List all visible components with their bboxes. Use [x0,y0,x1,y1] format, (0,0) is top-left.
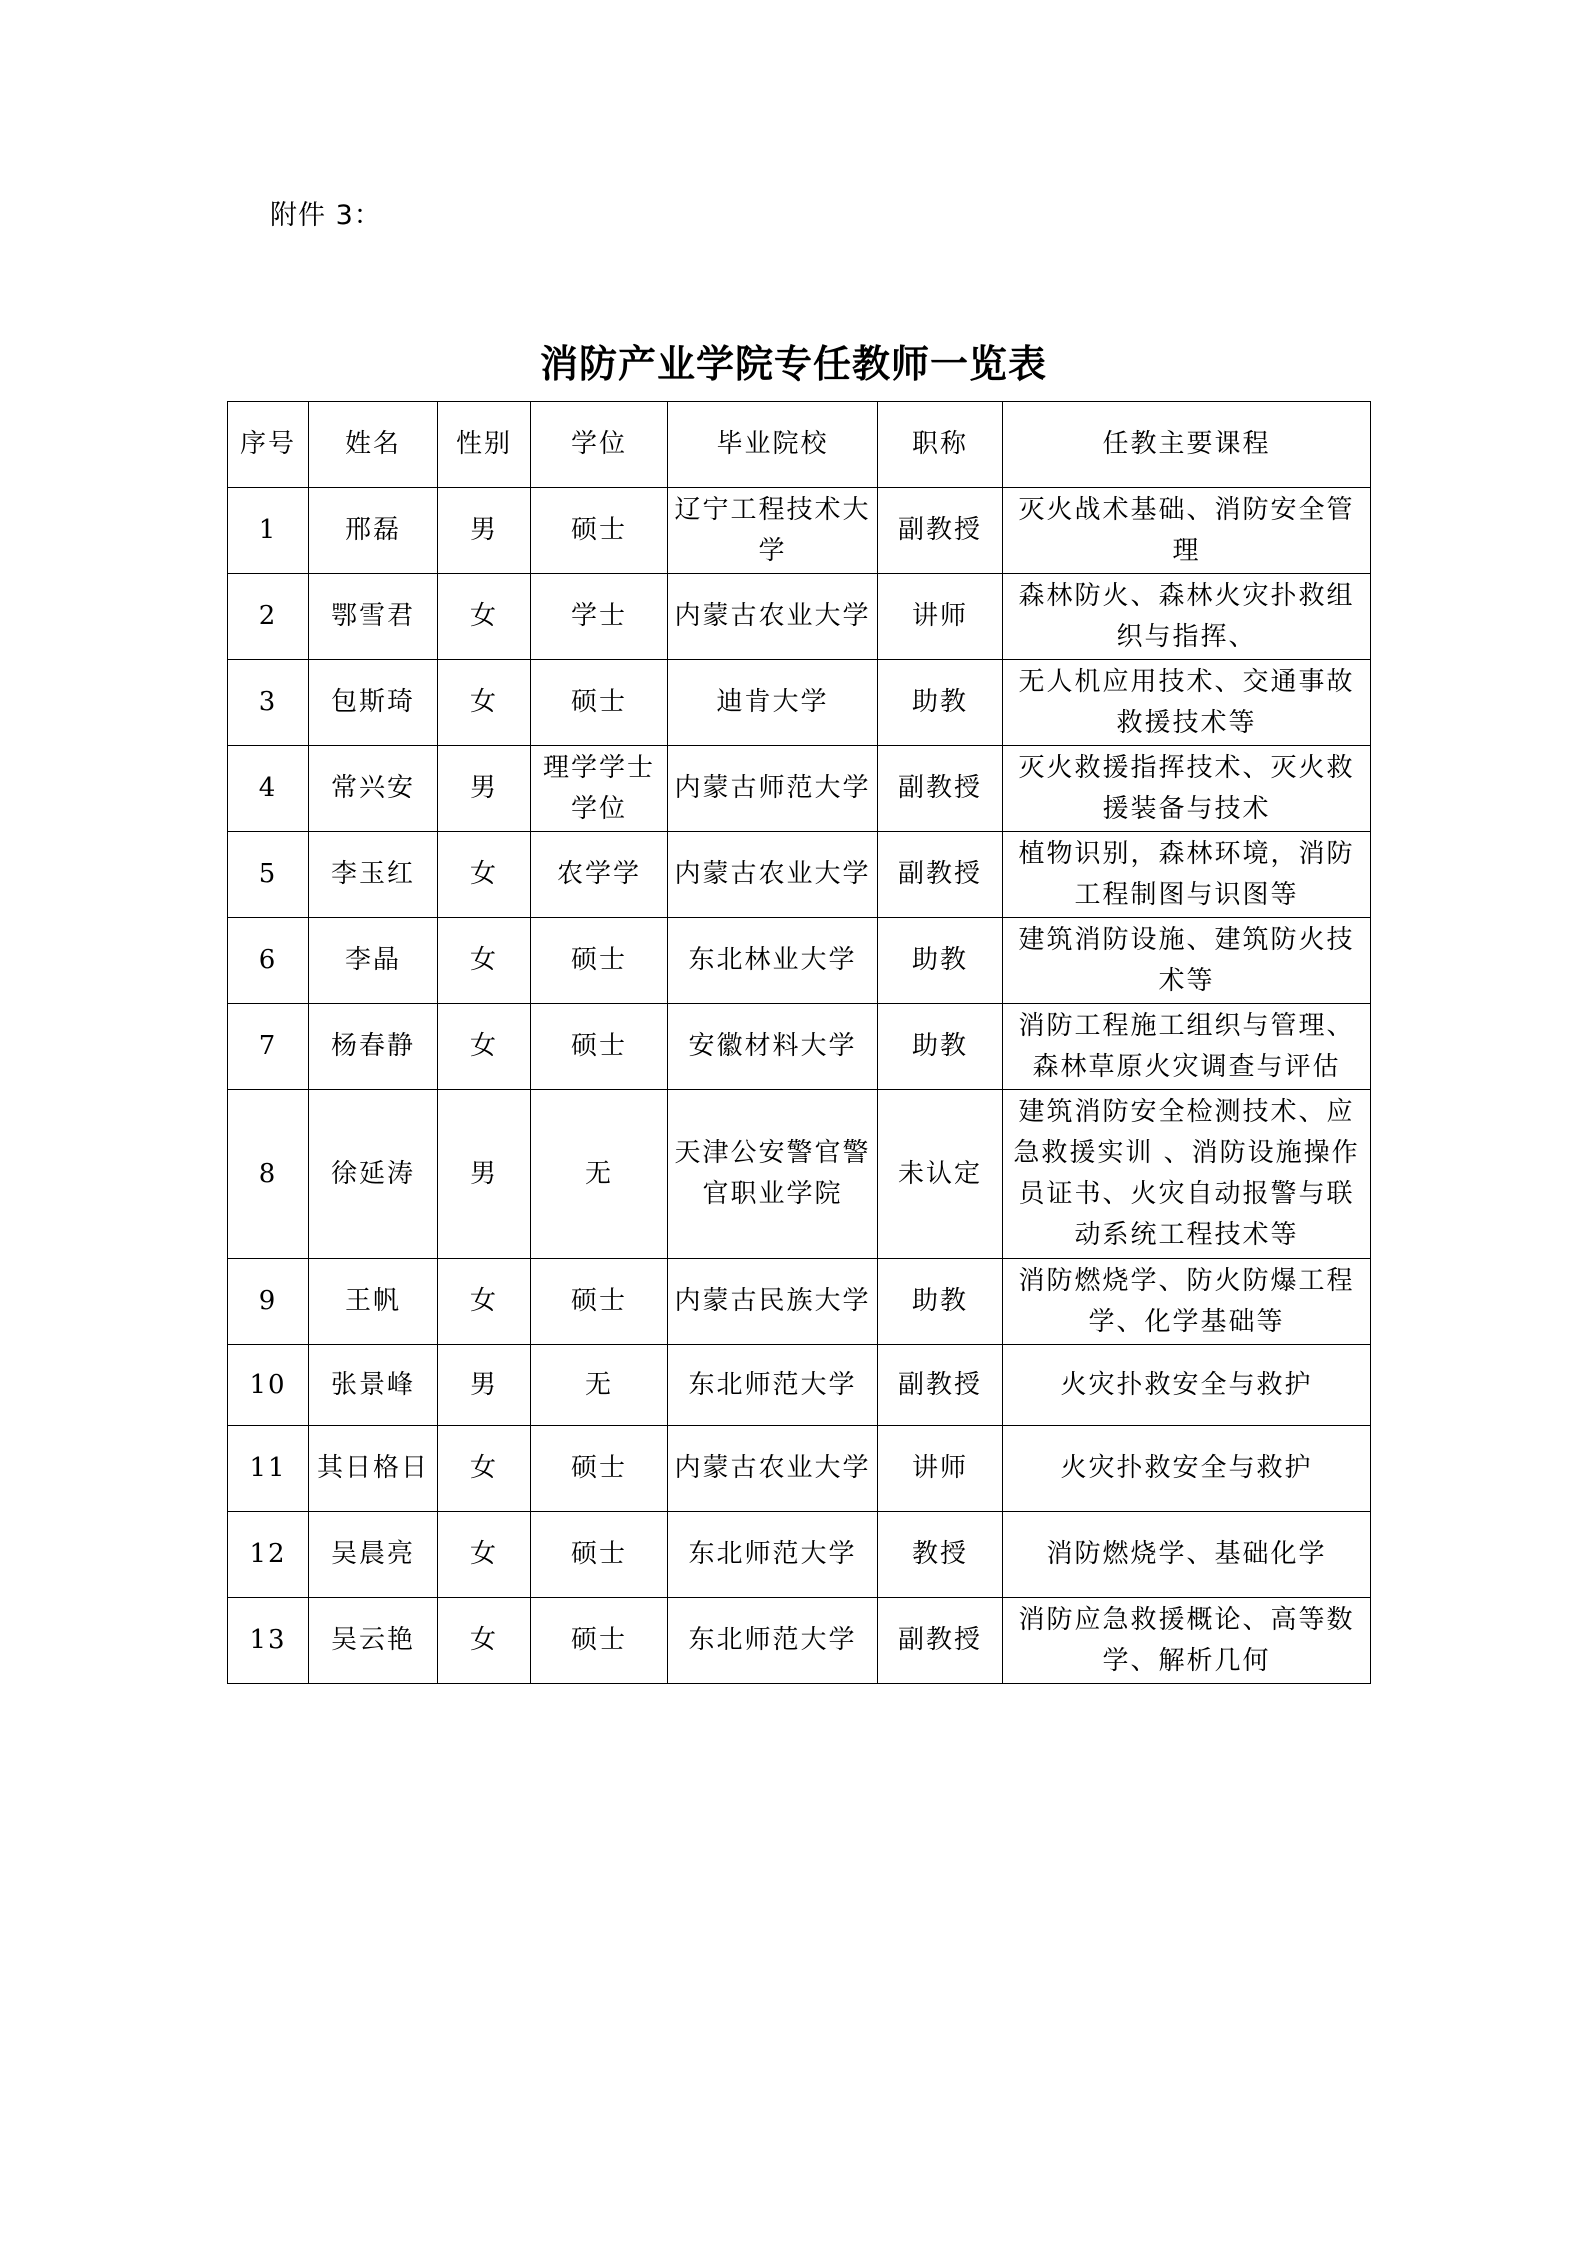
cell-rank: 副教授 [878,488,1003,574]
cell-no: 9 [228,1259,309,1345]
table-header-row [228,402,1371,488]
cell-name: 常兴安 [309,746,438,832]
cell-gender: 女 [438,918,531,1004]
table-row [228,488,1371,574]
cell-school: 东北林业大学 [668,918,878,1004]
cell-gender: 女 [438,660,531,746]
cell-school: 东北师范大学 [668,1598,878,1684]
cell-courses: 消防工程施工组织与管理、森林草原火灾调查与评估 [1003,1004,1371,1090]
cell-no: 4 [228,746,309,832]
cell-school: 内蒙古师范大学 [668,746,878,832]
cell-degree: 硕士 [531,660,668,746]
cell-degree: 学士 [531,574,668,660]
cell-degree: 无 [531,1345,668,1426]
header-no: 序号 [228,402,309,488]
cell-school: 内蒙古农业大学 [668,832,878,918]
cell-no: 11 [228,1426,309,1512]
cell-courses: 消防燃烧学、防火防爆工程学、化学基础等 [1003,1259,1371,1345]
cell-courses: 建筑消防设施、建筑防火技术等 [1003,918,1371,1004]
cell-school: 辽宁工程技术大学 [668,488,878,574]
cell-no: 6 [228,918,309,1004]
cell-name: 其日格日 [309,1426,438,1512]
cell-name: 李玉红 [309,832,438,918]
cell-rank: 教授 [878,1512,1003,1598]
table-row [228,574,1371,660]
cell-rank: 副教授 [878,832,1003,918]
table-row [228,1598,1371,1684]
attachment-label: 附件 3： [270,200,382,231]
cell-name: 包斯琦 [309,660,438,746]
cell-no: 1 [228,488,309,574]
cell-degree: 硕士 [531,1004,668,1090]
table-row [228,1004,1371,1090]
cell-gender: 女 [438,1259,531,1345]
document-title: 消防产业学院专任教师一览表 [539,341,1047,386]
cell-rank: 助教 [878,1004,1003,1090]
cell-school: 安徽材料大学 [668,1004,878,1090]
cell-courses: 灭火战术基础、消防安全管理 [1003,488,1371,574]
cell-degree: 硕士 [531,488,668,574]
cell-rank: 副教授 [878,1598,1003,1684]
cell-no: 10 [228,1345,309,1426]
cell-name: 徐延涛 [309,1090,438,1259]
header-rank: 职称 [878,402,1003,488]
cell-name: 吴晨亮 [309,1512,438,1598]
header-gender: 性别 [438,402,531,488]
cell-name: 吴云艳 [309,1598,438,1684]
cell-gender: 女 [438,1004,531,1090]
header-courses: 任教主要课程 [1003,402,1371,488]
table-row [228,1090,1371,1259]
cell-gender: 女 [438,832,531,918]
cell-gender: 女 [438,1598,531,1684]
cell-courses: 消防燃烧学、基础化学 [1003,1512,1371,1598]
cell-gender: 男 [438,1345,531,1426]
cell-name: 杨春静 [309,1004,438,1090]
table-row [228,832,1371,918]
cell-gender: 女 [438,1512,531,1598]
cell-school: 内蒙古农业大学 [668,1426,878,1512]
cell-school: 东北师范大学 [668,1512,878,1598]
cell-courses: 消防应急救援概论、高等数学、解析几何 [1003,1598,1371,1684]
header-name: 姓名 [309,402,438,488]
cell-degree: 硕士 [531,1259,668,1345]
cell-degree: 农学学 [531,832,668,918]
cell-name: 李晶 [309,918,438,1004]
cell-school: 东北师范大学 [668,1345,878,1426]
cell-name: 邢磊 [309,488,438,574]
table-row [228,1345,1371,1426]
cell-school: 迪肯大学 [668,660,878,746]
cell-courses: 火灾扑救安全与救护 [1003,1426,1371,1512]
cell-rank: 助教 [878,660,1003,746]
cell-name: 王帆 [309,1259,438,1345]
table-row [228,918,1371,1004]
cell-courses: 灭火救援指挥技术、灭火救援装备与技术 [1003,746,1371,832]
cell-gender: 女 [438,1426,531,1512]
teacher-table [227,401,1371,1684]
cell-no: 5 [228,832,309,918]
cell-rank: 副教授 [878,1345,1003,1426]
cell-degree: 硕士 [531,1598,668,1684]
cell-rank: 助教 [878,1259,1003,1345]
cell-degree: 硕士 [531,1426,668,1512]
cell-degree: 无 [531,1090,668,1259]
table-row [228,1259,1371,1345]
cell-rank: 讲师 [878,1426,1003,1512]
table-row [228,1512,1371,1598]
table-row [228,1426,1371,1512]
cell-no: 7 [228,1004,309,1090]
cell-name: 鄂雪君 [309,574,438,660]
cell-courses: 植物识别，森林环境，消防工程制图与识图等 [1003,832,1371,918]
cell-rank: 副教授 [878,746,1003,832]
cell-school: 内蒙古民族大学 [668,1259,878,1345]
cell-rank: 讲师 [878,574,1003,660]
header-school: 毕业院校 [668,402,878,488]
cell-courses: 无人机应用技术、交通事故救援技术等 [1003,660,1371,746]
cell-no: 12 [228,1512,309,1598]
cell-gender: 女 [438,574,531,660]
cell-school: 天津公安警官警官职业学院 [668,1090,878,1259]
cell-courses: 森林防火、森林火灾扑救组织与指挥、 [1003,574,1371,660]
header-degree: 学位 [531,402,668,488]
cell-gender: 男 [438,1090,531,1259]
table-row [228,660,1371,746]
cell-gender: 男 [438,746,531,832]
cell-degree: 理学学士学位 [531,746,668,832]
cell-rank: 助教 [878,918,1003,1004]
cell-no: 13 [228,1598,309,1684]
cell-degree: 硕士 [531,918,668,1004]
cell-rank: 未认定 [878,1090,1003,1259]
cell-no: 2 [228,574,309,660]
cell-no: 8 [228,1090,309,1259]
table-row [228,746,1371,832]
cell-courses: 火灾扑救安全与救护 [1003,1345,1371,1426]
cell-school: 内蒙古农业大学 [668,574,878,660]
cell-degree: 硕士 [531,1512,668,1598]
cell-courses: 建筑消防安全检测技术、应急救援实训 、消防设施操作员证书、火灾自动报警与联动系统工程技术等 [1003,1090,1371,1259]
cell-no: 3 [228,660,309,746]
cell-name: 张景峰 [309,1345,438,1426]
cell-gender: 男 [438,488,531,574]
